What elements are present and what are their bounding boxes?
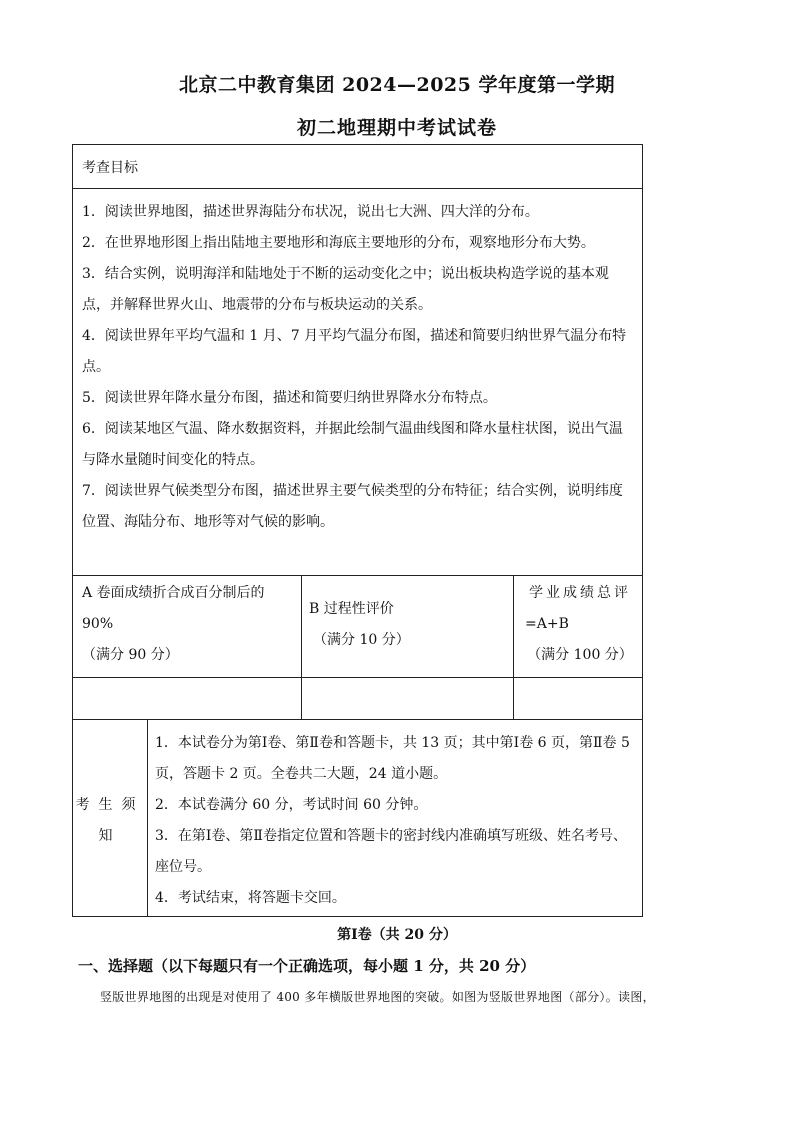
part-title: 第Ⅰ卷（共 20 分） xyxy=(337,927,457,943)
objective-item: 5．阅读世界年降水量分布图，描述和简要归纳世界降水分布特点。 xyxy=(82,390,497,406)
grading-cell-a xyxy=(82,578,297,671)
objective-item: 3．结合实例，说明海洋和陆地处于不断的运动变化之中；说出板块构造学说的基本观点，并解释世界火山、地震带的分布与板块运动的关系。 xyxy=(82,266,609,313)
grading-row xyxy=(72,575,643,677)
exam-title: 北京二中教育集团 2024—2025 学年度第一学期 xyxy=(179,74,615,96)
score-divider xyxy=(301,678,302,719)
grading-b-line: （满分 10 分） xyxy=(313,632,410,648)
notice-divider xyxy=(147,720,148,916)
grading-a-line: 90% xyxy=(82,616,114,632)
score-entry-row xyxy=(72,677,643,719)
notice-list xyxy=(155,728,634,914)
notice-item: 4．考试结束，将答题卡交回。 xyxy=(155,890,346,906)
objective-item: 1．阅读世界地图，描述世界海陆分布状况，说出七大洲、四大洋的分布。 xyxy=(82,204,539,220)
grading-c-line: =A+B xyxy=(525,616,569,632)
objectives-body xyxy=(72,188,643,575)
objectives-label: 考查目标 xyxy=(82,160,138,176)
objectives-header-row xyxy=(72,144,643,188)
grading-divider xyxy=(513,576,514,677)
notice-item: 3．在第Ⅰ卷、第Ⅱ卷指定位置和答题卡的密封线内准确填写班级、姓名考号、座位号。 xyxy=(155,828,627,875)
notice-label: 考生须知 xyxy=(75,797,145,844)
grading-a-line: A 卷面成绩折合成百分制后的 xyxy=(82,585,265,601)
objective-item: 4．阅读世界年平均气温和 1 月、7 月平均气温分布图，描述和简要归纳世界气温分布特点。 xyxy=(82,328,627,375)
section-heading: 一、选择题（以下每题只有一个正确选项，每小题 1 分，共 20 分） xyxy=(78,957,536,975)
question-intro: 竖版世界地图的出现是对使用了 400 多年横版世界地图的突破。如图为竖版世界地图（部分）。读图， xyxy=(100,990,655,1004)
notice-item: 2．本试卷满分 60 分，考试时间 60 分钟。 xyxy=(155,797,428,813)
notice-item: 1．本试卷分为第Ⅰ卷、第Ⅱ卷和答题卡，共 13 页；其中第Ⅰ卷 6 页，第Ⅱ卷 5 页，答题卡 2 页。全卷共二大题，24 道小题。 xyxy=(155,735,630,782)
grading-c-line: 学业成绩总评 xyxy=(529,585,631,601)
grading-a-line: （满分 90 分） xyxy=(82,647,179,663)
notice-box xyxy=(72,719,643,917)
objective-item: 6．阅读某地区气温、降水数据资料，并据此绘制气温曲线图和降水量柱状图，说出气温与降水量随时间变化的特点。 xyxy=(82,421,623,468)
grading-b-line: B 过程性评价 xyxy=(309,601,394,617)
objective-item: 2．在世界地形图上指出陆地主要地形和海底主要地形的分布，观察地形分布大势。 xyxy=(82,235,595,251)
score-divider xyxy=(513,678,514,719)
grading-divider xyxy=(301,576,302,677)
exam-subtitle: 初二地理期中考试试卷 xyxy=(296,117,497,139)
objective-item: 7．阅读世界气候类型分布图，描述世界主要气候类型的分布特征；结合实例，说明纬度位置、海陆分布、地形等对气候的影响。 xyxy=(82,483,623,530)
grading-c-line: （满分 100 分） xyxy=(527,647,633,663)
objectives-list xyxy=(82,197,634,538)
grading-cell-c xyxy=(521,578,639,671)
grading-cell-b xyxy=(309,594,509,656)
